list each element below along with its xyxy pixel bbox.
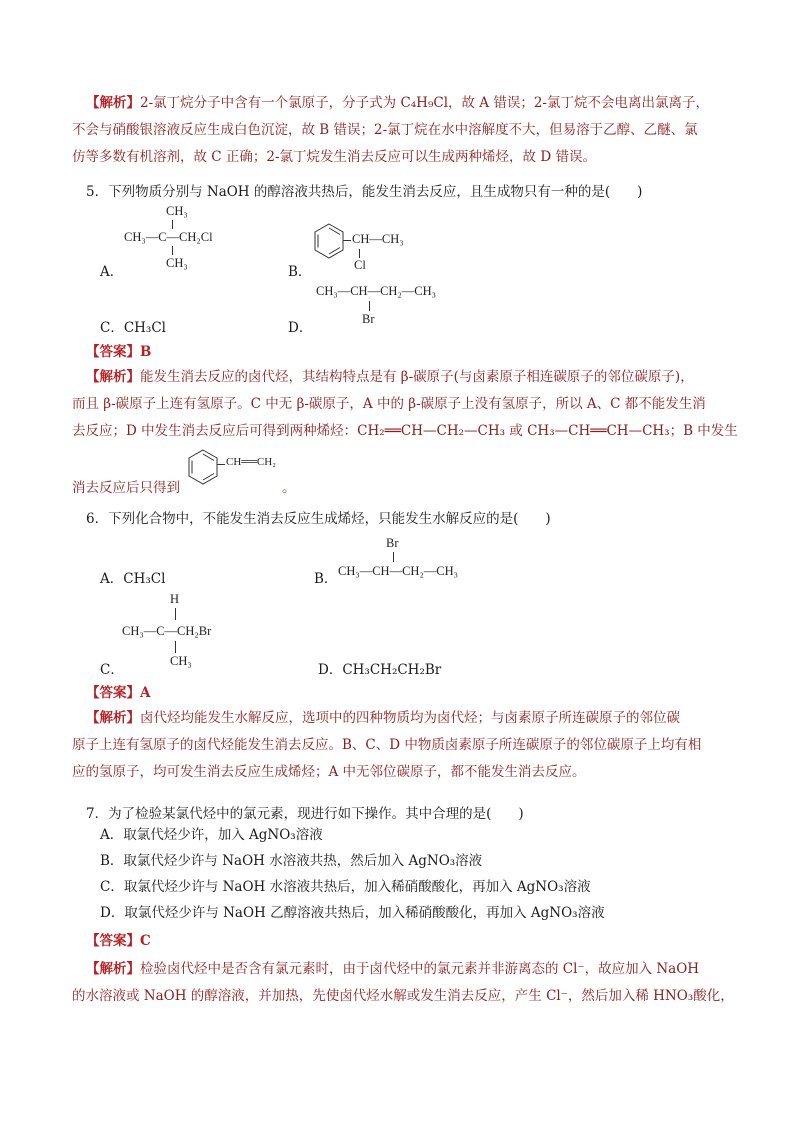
q5-answer: 【答案】B [86,344,152,360]
q6-analysis-line-2: 原子上连有氢原子的卤代烃能发生消去反应。B、C、D 中物质卤素原子所连碳原子的邻位碳原子上均有相 [72,737,702,753]
styrene-chain: CH══CH₂ [226,456,276,468]
q5-stem: 5．下列物质分别与 NaOH 的醇溶液共热后，能发生消去反应，且生成物只有一种的是( ) [86,184,643,200]
q6-b-bond-up [393,552,394,562]
q6-c-mid: CH₃—C—CH₂Br [122,624,212,638]
q5-b-bond-down [359,249,360,258]
q5-d-chain: CH₃—CH—CH₂—CH₃ [316,284,437,298]
benzene-ring-icon [312,222,346,262]
q7-answer: 【答案】C [86,933,151,949]
q5-a-mid: CH₃—C—CH₂Cl [124,230,213,244]
q5-analysis-line-3: 去反应；D 中发生消去反应后可得到两种烯烃：CH₂══CH—CH₂—CH₃ 或 CH₃—CH══CH—CH₃；B 中发生 [72,423,738,439]
q5-option-c: C．CH₃Cl [100,320,166,336]
q5-a-bot: CH₃ [166,256,188,270]
q4-analysis-line-2: 不会与硝酸银溶液反应生成白色沉淀，故 B 错误；2-氯丁烷在水中溶解度不大，但易溶于乙醇、乙醚、氯 [72,122,698,138]
q5-b-sub: Cl [354,258,366,272]
q5-analysis-line-4: 消去反应后只得到 [72,480,180,496]
q6-c-bond-down [175,641,176,653]
q6-option-c-label: C． [100,662,124,678]
q4-analysis-line-3: 仿等多数有机溶剂，故 C 正确；2-氯丁烷发生消去反应可以生成两种烯烃，故 D 错误。 [72,149,596,165]
styrene-bond [217,464,225,465]
q7-stem: 7．为了检验某氯代烃中的氯元素，现进行如下操作。其中合理的是( ) [86,806,524,822]
q6-stem: 6．下列化合物中，不能发生消去反应生成烯烃，只能发生水解反应的是( ) [86,511,551,527]
q6-analysis-line-1: 【解析】卤代烃均能发生水解反应，选项中的四种物质均为卤代烃；与卤素原子所连碳原子的邻位碳 [86,710,680,726]
q6-c-top: H [170,592,180,606]
q6-option-a: A．CH₃Cl [100,571,166,587]
q5-option-a-structure [124,204,244,274]
q6-option-c-structure [122,592,262,672]
q5-a-top: CH₃ [166,204,188,218]
q5-b-chain: CH—CH₃ [352,232,404,246]
benzene-ring-icon [186,448,220,488]
q5-a-bond-down [172,246,173,255]
q5-styrene-structure [186,448,286,494]
q6-c-bond-up [175,608,176,620]
q7-analysis-line-1: 【解析】检验卤代烃中是否含有氯元素时，由于卤代烃中的氯元素并非游离态的 Cl⁻，故应加入 NaOH [86,961,700,977]
q5-d-sub: Br [362,312,375,326]
q5-b-bond-ring [343,240,351,241]
q4-analysis-line-1: 【解析】2-氯丁烷分子中含有一个氯原子，分子式为 C₄H₉Cl，故 A 错误；2-氯丁烷不会电离出氯离子， [86,95,709,111]
q7-option-d: D．取氯代烃少许与 NaOH 乙醇溶液共热后，加入稀硝酸酸化，再加入 AgNO₃溶液 [100,905,605,921]
q5-option-b-label: B． [288,264,312,280]
q6-option-b-structure [338,536,508,586]
q5-a-bond-up [172,220,173,229]
q7-option-b: B．取氯代烃少许与 NaOH 水溶液共热，然后加入 AgNO₃溶液 [100,853,483,869]
q6-b-top: Br [386,536,399,550]
q6-b-chain: CH₃—CH—CH₂—CH₃ [338,564,459,578]
q6-option-b-label: B． [314,571,338,587]
q5-analysis-line-1: 【解析】能发生消去反应的卤代烃，其结构特点是有 β-碳原子(与卤素原子相连碳原子的邻位碳原子)， [86,369,694,385]
q5-option-b-structure [312,222,432,276]
q7-option-c: C．取氯代烃少许与 NaOH 水溶液共热后，加入稀硝酸酸化，再加入 AgNO₃溶液 [100,879,591,895]
q5-option-d-label: D． [288,320,313,336]
q5-analysis-line-2: 而且 β-碳原子上连有氢原子。C 中无 β-碳原子，A 中的 β-碳原子上没有氢原子，所以 A、C 都不能发生消 [72,396,706,412]
q6-c-bot: CH₃ [170,654,192,668]
q7-analysis-line-2: 的水溶液或 NaOH 的醇溶液，并加热，先使卤代烃水解或发生消去反应，产生 Cl⁻，然后加入稀 HNO₃酸化， [72,988,734,1004]
q6-option-d: D．CH₃CH₂CH₂Br [318,662,442,678]
q7-option-a: A．取氯代烃少许，加入 AgNO₃溶液 [100,827,323,843]
q5-analysis-period: 。 [282,480,296,496]
q6-analysis-line-3: 应的氢原子，均可发生消去反应生成烯烃；A 中无邻位碳原子，都不能发生消去反应。 [72,764,586,780]
q6-answer: 【答案】A [86,685,151,701]
q5-option-d-structure [316,284,486,334]
q5-d-bond-down [369,301,370,311]
q5-option-a-label: A． [100,264,124,280]
